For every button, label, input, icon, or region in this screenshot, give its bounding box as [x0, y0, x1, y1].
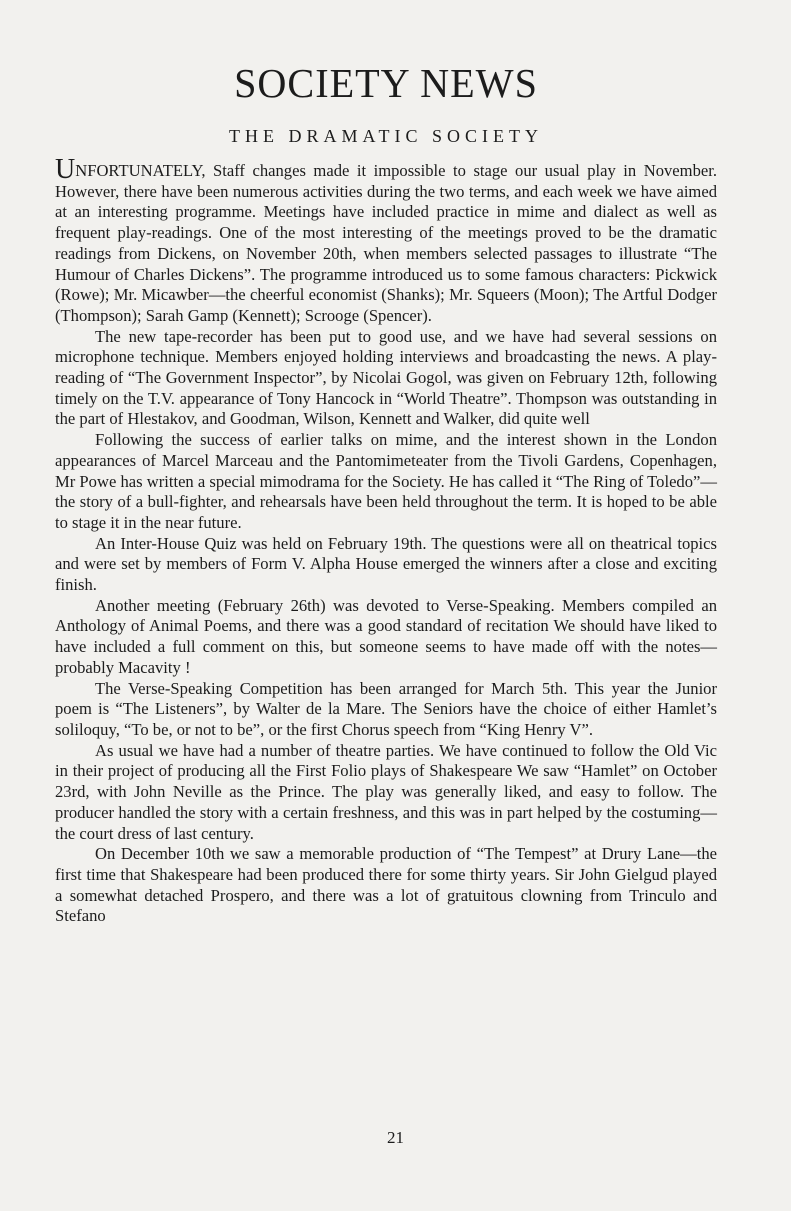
- section-subtitle: THE DRAMATIC SOCIETY: [229, 126, 543, 146]
- first-paragraph-text: NFORTUNATELY, Staff changes made it impossible to stage our usual play in November. However, there have been numerous activities during the two terms, and each week we have aimed at an interesting programme. Meetings have included practice in mime and dialect as well as frequent play-readings. One of the most interesting of the meetings proved to be the dramatic readings from Dickens, on November 20th, when members selected passages to illustrate “The Humour of Charles Dickens”. The programme introduced us to some famous characters: Pickwick (Rowe); Mr. Micawber—the cheerful economist (Shanks); Mr. Squeers (Moon); The Artful Dodger (Thompson); Sarah Gamp (Kennett); Scrooge (Spencer).: [55, 161, 717, 325]
- drop-cap: U: [55, 154, 76, 185]
- page-title: SOCIETY NEWS: [234, 60, 538, 106]
- article-paragraph: Another meeting (February 26th) was devoted to Verse-Speaking. Members compiled an Anthology of Animal Poems, and there was a good standard of recitation We should have liked to have included a full comment on this, but someone seems to have made off with the notes—probably Macavity !: [55, 595, 717, 677]
- page-number: 21: [387, 1128, 404, 1147]
- article-paragraph: The new tape-recorder has been put to good use, and we have had several sessions on microphone technique. Members enjoyed holding interviews and broadcasting the news. A play-reading of “The Government Inspector”, by Nicolai Gogol, was given on February 12th, following timely on the T.V. appearance of Tony Hancock in “World Theatre”. Thompson was outstanding in the part of Hlestakov, and Goodman, Wilson, Kennett and Walker, did quite well: [55, 326, 717, 429]
- article-paragraph: [55, 154, 717, 327]
- article-paragraph: An Inter-House Quiz was held on February 19th. The questions were all on theatrical topics and were set by members of Form V. Alpha House emerged the winners after a close and exciting finish.: [55, 533, 717, 595]
- article-paragraph: On December 10th we saw a memorable production of “The Tempest” at Drury Lane—the first time that Shakespeare had been produced there for some thirty years. Sir John Gielgud played a somewhat detached Prospero, and there was a lot of gratuitous clowning from Trinculo and Stefano: [55, 844, 717, 926]
- article-paragraph: As usual we have had a number of theatre parties. We have continued to follow the Old Vic in their project of producing all the First Folio plays of Shakespeare We saw “Hamlet” on October 23rd, with John Neville as the Prince. The play was generally liked, and easy to follow. The producer handled the story with a certain freshness, and this was in part helped by the costuming—the court dress of last century.: [55, 740, 717, 843]
- article-page: [55, 60, 717, 927]
- article-paragraph: The Verse-Speaking Competition has been arranged for March 5th. This year the Junior poem is “The Listeners”, by Walter de la Mare. The Seniors have the choice of either Hamlet’s soliloquy, “To be, or not to be”, or the first Chorus speech from “King Henry V”.: [55, 678, 717, 739]
- article-body: [55, 154, 717, 927]
- article-paragraph: Following the success of earlier talks on mime, and the interest shown in the London appearances of Marcel Marceau and the Pantomimeteater from the Tivoli Gardens, Copenhagen, Mr Powe has written a special mimodrama for the Society. He has called it “The Ring of Toledo”—the story of a bull-fighter, and rehearsals have been held throughout the term. It is hoped to be able to stage it in the near future.: [55, 430, 717, 532]
